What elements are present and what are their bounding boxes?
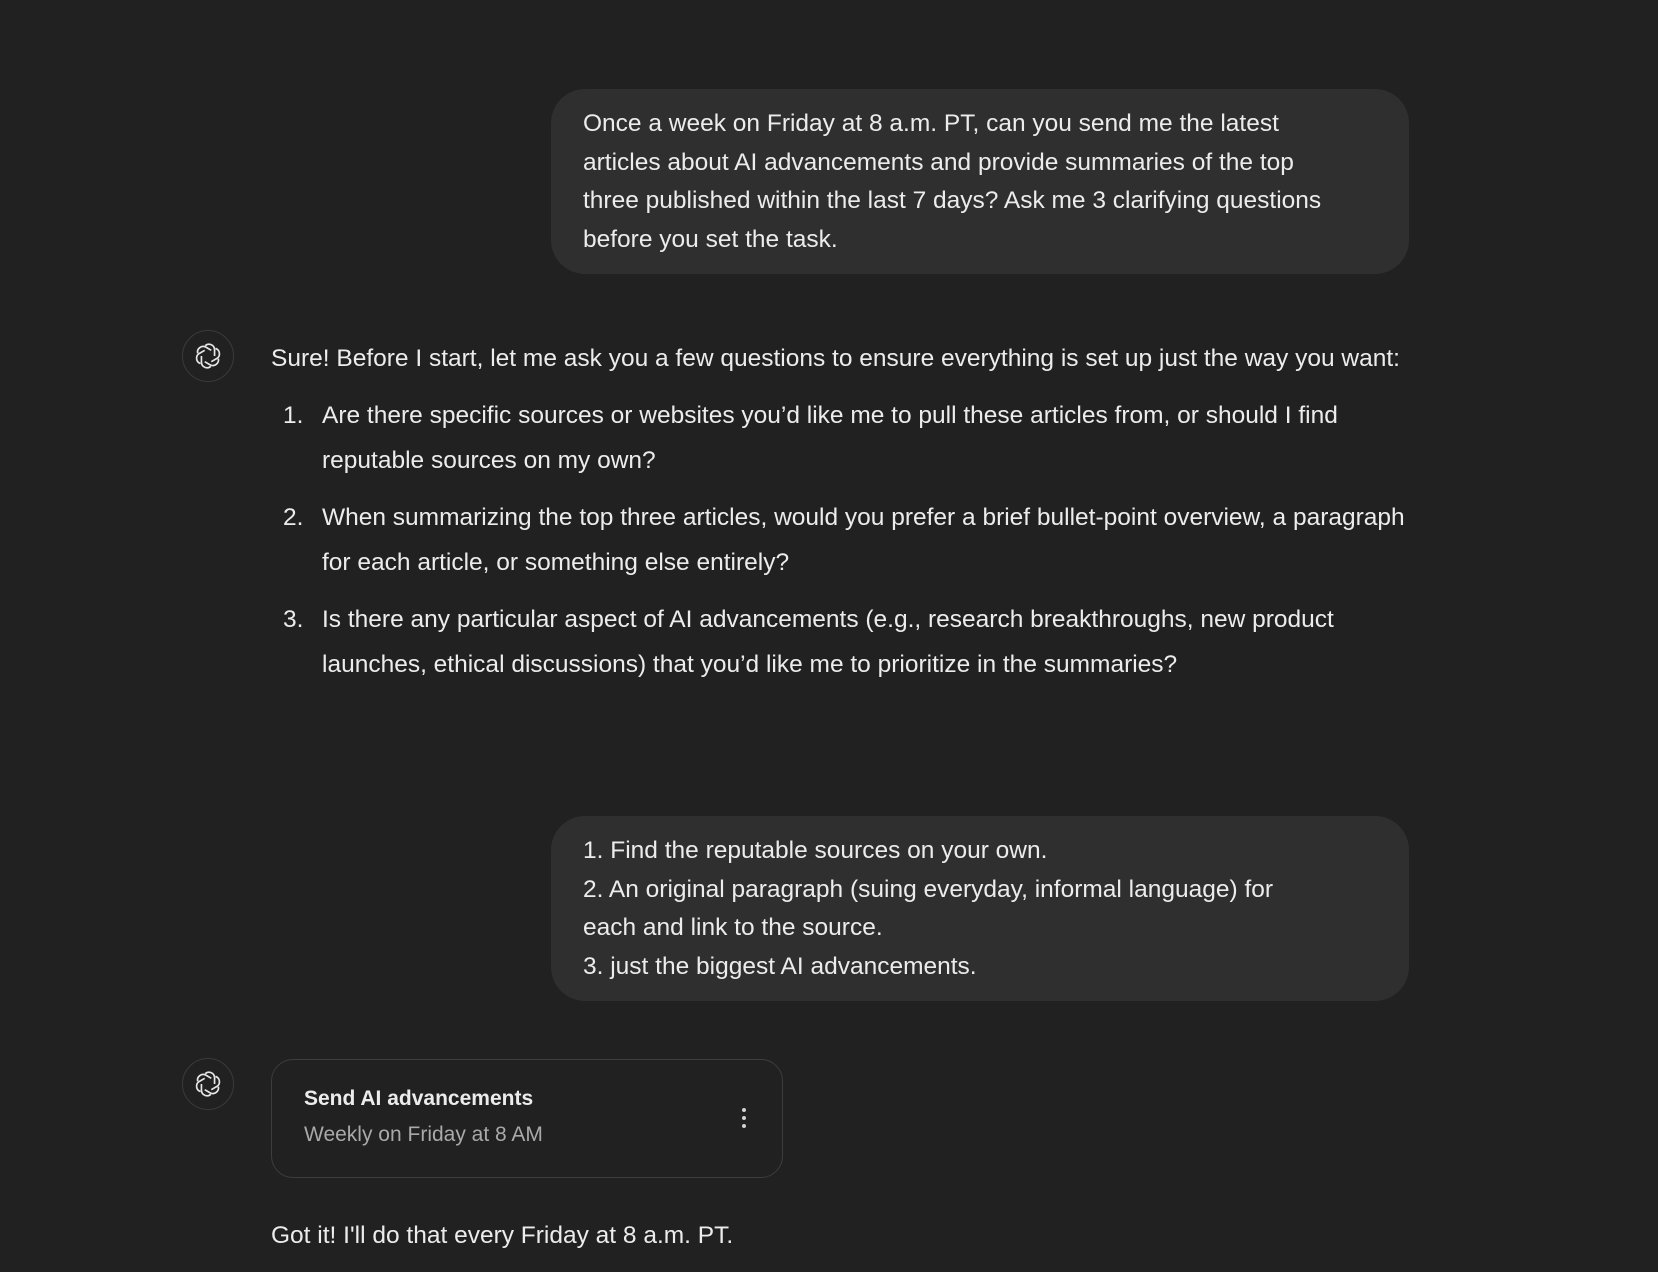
assistant-avatar (182, 330, 234, 382)
assistant-message (271, 336, 1411, 699)
user-message-bubble (551, 89, 1409, 274)
assistant-confirmation-text: Got it! I'll do that every Friday at 8 a.m. PT. (271, 1222, 734, 1249)
user-message-line: each and link to the source. (583, 914, 883, 941)
task-title: Send AI advancements (304, 1087, 534, 1110)
kebab-dot-icon (742, 1108, 746, 1112)
kebab-dot-icon (742, 1124, 746, 1128)
list-item (271, 597, 1411, 687)
assistant-intro-text: Sure! Before I start, let me ask you a few questions to ensure everything is set up just the way you want: (271, 345, 1400, 372)
list-item (271, 393, 1411, 483)
clarifying-questions-list (271, 393, 1411, 687)
list-item-number: 1. (283, 402, 304, 429)
user-message-line: before you set the task. (583, 225, 838, 253)
list-item-number: 2. (283, 504, 304, 531)
list-item-number: 3. (283, 606, 304, 633)
kebab-dot-icon (742, 1116, 746, 1120)
more-options-button[interactable] (734, 1102, 754, 1134)
user-message-line: 2. An original paragraph (suing everyday, informal language) for (583, 875, 1274, 903)
scheduled-task-card[interactable] (271, 1059, 783, 1178)
assistant-avatar (182, 1058, 234, 1110)
openai-logo-icon (193, 341, 223, 371)
user-message-line: 3. just the biggest AI advancements. (583, 952, 977, 980)
user-message-line: 1. Find the reputable sources on your own. (583, 837, 1048, 864)
user-message-bubble (551, 816, 1409, 1001)
list-item-text: Is there any particular aspect of AI advancements (e.g., research breakthroughs, new product launches, ethical discussions) that you’d like me to prioritize in the summaries? (322, 606, 1334, 678)
assistant-message (271, 1213, 1411, 1258)
list-item (271, 495, 1411, 585)
list-item-text: When summarizing the top three articles, would you prefer a brief bullet-point overview, a paragraph for each article, or something else entirely? (322, 504, 1405, 576)
openai-logo-icon (193, 1069, 223, 1099)
user-message-line: three published within the last 7 days? Ask me 3 clarifying questions (583, 187, 1322, 214)
list-item-text: Are there specific sources or websites you’d like me to pull these articles from, or should I find reputable sources on my own? (322, 402, 1338, 474)
user-message-line: Once a week on Friday at 8 a.m. PT, can you send me the latest (583, 110, 1279, 137)
user-message-line: articles about AI advancements and provide summaries of the top (583, 148, 1294, 176)
task-schedule: Weekly on Friday at 8 AM (304, 1123, 543, 1146)
